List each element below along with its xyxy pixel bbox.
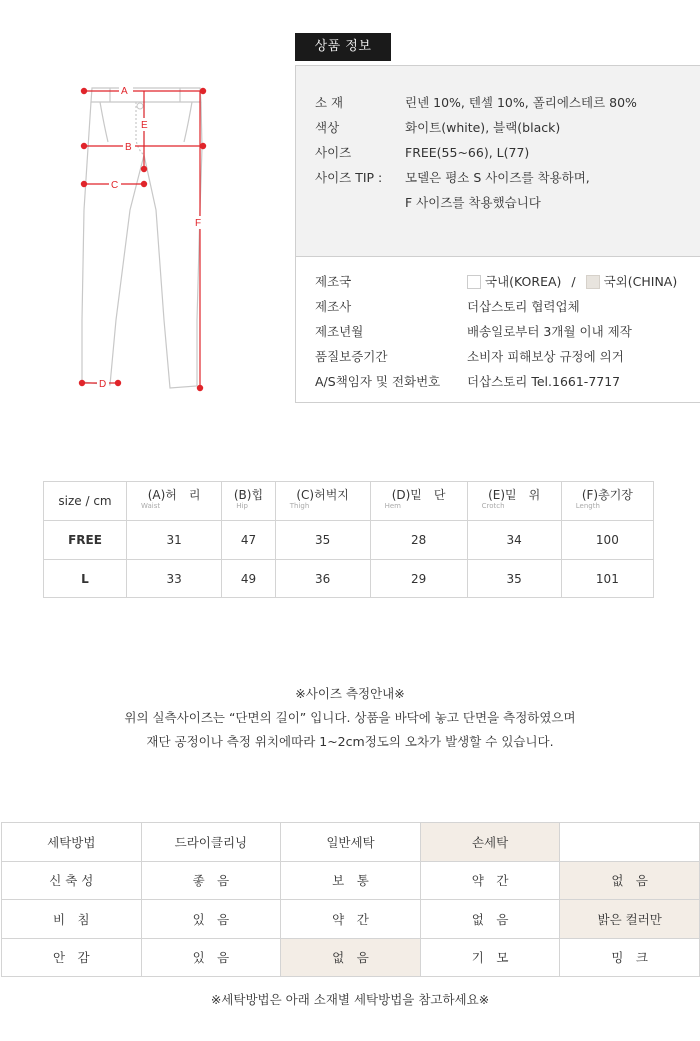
spec-row-color [315, 115, 700, 140]
origin-options [467, 269, 700, 294]
mfg-value: 배송일로부터 3개월 이내 제작 [467, 324, 632, 339]
mfg-row-warranty [315, 344, 700, 369]
header-hem: (D)밑 단 Hem [370, 482, 467, 521]
label-e: E [141, 120, 148, 131]
spec-value: 린넨 10%, 텐셀 10%, 폴리에스테르 80% [405, 95, 637, 110]
header-thigh: (C)허벅지 Thigh [275, 482, 370, 521]
table-cell: 있 음 [141, 938, 281, 977]
spec-label: 소 재 [315, 95, 344, 110]
size-notice [0, 682, 700, 754]
mfg-label: 제조사 [315, 299, 352, 314]
spec-value: 모델은 평소 S 사이즈를 착용하며, [405, 170, 590, 185]
table-cell: 101 [561, 560, 653, 598]
mfg-label: A/S책임자 및 전화번호 [315, 374, 441, 389]
mfg-row-date [315, 319, 700, 344]
table-cell: 있 음 [141, 900, 281, 939]
spec-row-size-tip [315, 165, 700, 190]
notice-line: 위의 실측사이즈는 “단면의 길이” 입니다. 상품을 바닥에 놓고 단면을 측정하였으며 [124, 710, 576, 725]
mfg-row-country [315, 269, 700, 294]
label-b: B [125, 142, 132, 153]
size-corner: size / cm [44, 482, 127, 521]
size-table [43, 481, 654, 598]
table-cell: 49 [222, 560, 276, 598]
care-label: 비 침 [2, 900, 142, 939]
size-table-header [44, 482, 654, 521]
table-cell: 31 [127, 521, 222, 560]
table-cell: 좋 음 [141, 861, 281, 900]
label-c: C [111, 180, 119, 191]
spec-value: FREE(55~66), L(77) [405, 145, 530, 160]
care-table [1, 822, 700, 977]
mfg-row-maker [315, 294, 700, 319]
care-label: 안 감 [2, 938, 142, 977]
mfg-row-as [315, 369, 700, 394]
spec-row-size [315, 140, 700, 165]
label-f: F [195, 218, 202, 229]
table-cell: 28 [370, 521, 467, 560]
table-row [2, 938, 700, 977]
table-cell: 33 [127, 560, 222, 598]
size-label: FREE [44, 521, 127, 560]
table-cell: 35 [275, 521, 370, 560]
product-info-tab: 상품 정보 [295, 33, 391, 61]
mfg-value: 더삽스토리 Tel.1661-7717 [467, 374, 621, 389]
table-cell: 밍 크 [560, 938, 700, 977]
table-row [2, 823, 700, 862]
table-row [2, 900, 700, 939]
table-cell: 35 [467, 560, 561, 598]
mfg-label: 제조년월 [315, 324, 364, 339]
table-cell: 34 [467, 521, 561, 560]
table-cell: 약 간 [281, 900, 421, 939]
size-label: L [44, 560, 127, 598]
table-cell: 약 간 [420, 861, 560, 900]
label-d: D [99, 379, 107, 390]
product-spec-section [296, 66, 700, 256]
table-cell: 없 음 [420, 900, 560, 939]
spec-label: 사이즈 TIP : [315, 170, 383, 185]
table-cell: 보 통 [281, 861, 421, 900]
header-length: (F)총기장 Length [561, 482, 653, 521]
manufacture-section [296, 256, 700, 402]
mfg-label: 제조국 [315, 274, 352, 289]
table-cell: 100 [561, 521, 653, 560]
table-row [2, 861, 700, 900]
table-cell: 드라이클리닝 [141, 823, 281, 862]
care-label: 신 축 성 [2, 861, 142, 900]
label-a: A [121, 86, 128, 97]
spec-row-material [315, 90, 700, 115]
mfg-value: 더삽스토리 협력업체 [467, 299, 580, 314]
pants-size-diagram [60, 70, 240, 410]
spec-value: 화이트(white), 블랙(black) [405, 120, 561, 135]
origin-domestic: 국내(KOREA) [485, 274, 562, 289]
table-cell: 일반세탁 [281, 823, 421, 862]
table-row [44, 521, 654, 560]
table-cell-selected: 없 음 [281, 938, 421, 977]
checkbox-foreign [586, 275, 600, 289]
table-cell: 29 [370, 560, 467, 598]
product-info-box [295, 65, 700, 403]
table-cell: 47 [222, 521, 276, 560]
care-label: 세탁방법 [2, 823, 142, 862]
table-cell: 기 모 [420, 938, 560, 977]
table-cell-selected: 손세탁 [420, 823, 560, 862]
header-waist: (A)허 리 Waist [127, 482, 222, 521]
mfg-value: 소비자 피해보상 규정에 의거 [467, 349, 624, 364]
spec-row-size-tip-cont [315, 190, 700, 215]
care-footer-note: ※세탁방법은 아래 소재별 세탁방법을 참고하세요※ [210, 992, 490, 1007]
origin-foreign: 국외(CHINA) [603, 274, 678, 289]
spec-label: 사이즈 [315, 145, 352, 160]
table-row [44, 560, 654, 598]
spec-value: F 사이즈를 착용했습니다 [405, 195, 541, 210]
table-cell-selected: 없 음 [560, 861, 700, 900]
table-cell: 36 [275, 560, 370, 598]
origin-separator: / [571, 274, 576, 289]
header-hip: (B)힙 Hip [222, 482, 276, 521]
spec-label: 색상 [315, 120, 340, 135]
notice-title: ※사이즈 측정안내※ [295, 686, 405, 701]
checkbox-domestic [467, 275, 481, 289]
table-cell-selected: 밝은 컬러만 [560, 900, 700, 939]
mfg-label: 품질보증기간 [315, 349, 388, 364]
header-crotch: (E)밑 위 Crotch [467, 482, 561, 521]
notice-line: 재단 공정이나 측정 위치에따라 1~2cm정도의 오차가 발생할 수 있습니다. [146, 734, 554, 749]
table-cell [560, 823, 700, 862]
